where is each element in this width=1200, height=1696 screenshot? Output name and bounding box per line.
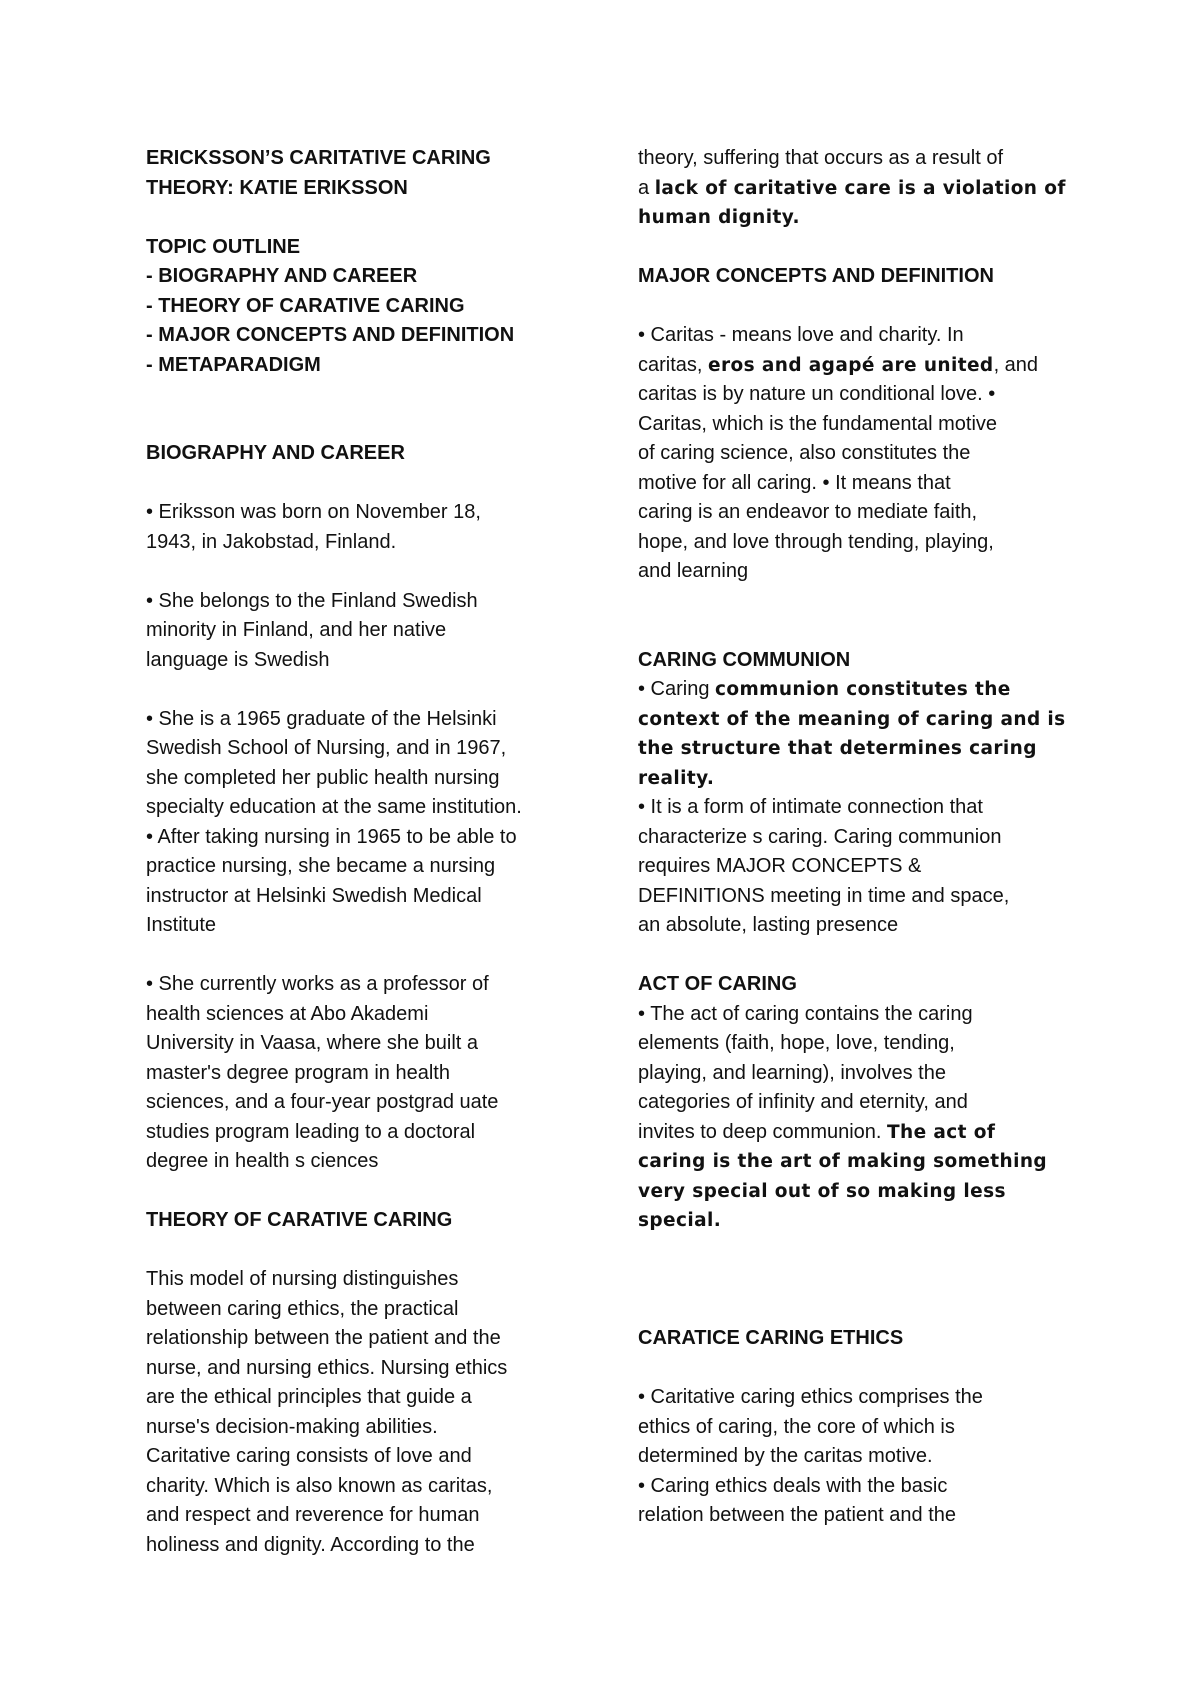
act-of-caring-heading: ACT OF CARING [638,973,797,995]
major-concepts-heading: MAJOR CONCEPTS AND DEFINITION [638,265,994,287]
outline-item: - THEORY OF CARATIVE CARING [146,294,465,317]
theory-heading: THEORY OF CARATIVE CARING [146,1209,453,1231]
caring-communion-heading: CARING COMMUNION [638,648,851,671]
major-concepts-bold-text: eros and agapé are united [708,354,994,376]
continuation-bold-text: lack of caritative care is a violation of [654,177,1066,199]
major-concepts-text-start: • Caritas - means love and charity. In caritas, [638,324,964,376]
biography-paragraph-birth: • Eriksson was born on November 18, 1943, in Jakobstad, Finland. [146,501,481,553]
outline-item: - BIOGRAPHY AND CAREER [146,265,418,287]
act-bold-text: The act of caring is the art of making something very special out of so making less special. [638,1121,1048,1231]
act-of-caring-paragraph [638,1000,1068,1236]
major-concepts-text-end: , and caritas is by nature un conditional love. • Caritas, which is the fundamental motive of caring science, also constitutes the motive for all caring. • It means that caring is an endeavor to mediate faith, hope, and love through tending, playing, and learning [638,353,1039,582]
caring-ethics-heading: CARATICE CARING ETHICS [638,1327,904,1349]
outline-item: - MAJOR CONCEPTS AND DEFINITION [146,324,515,346]
biography-heading: BIOGRAPHY AND CAREER [146,442,405,464]
biography-paragraph-professor: • She currently works as a professor of health sciences at Abo Akademi University in Vaasa, where she built a master's degree program in health sciences, and a four-year postgrad uate studies program leading to a doctoral degree in health s ciences [146,973,499,1172]
major-concepts-paragraph [638,321,1068,587]
right-column [638,144,1068,1531]
act-text-start: • The act of caring contains the caring elements (faith, hope, love, tending, playing, and learning), involves the categories of infinity and eternity, and invites to deep communion. [638,1002,973,1143]
caring-ethics-paragraph: • Caritative caring ethics comprises the ethics of caring, the core of which is determined by the caritas motive. • Caring ethics deals with the basic relation between the patient and the [638,1386,983,1526]
continuation-line-1: theory, suffering that occurs as a result of [638,147,1003,169]
topic-outline-heading: TOPIC OUTLINE [146,235,301,258]
continuation-line-2-plain: a [638,176,655,199]
communion-text-start: • Caring [638,678,716,700]
continuation-bold-text-end: human dignity. [638,207,800,228]
caring-communion-paragraph [638,675,1068,941]
outline-item: - METAPARADIGM [146,353,321,376]
document-title-line-2: THEORY: KATIE ERIKSSON [146,176,408,199]
theory-continuation [638,144,1068,233]
document-title-line-1: ERICKSSON’S CARITATIVE CARING [146,147,491,169]
left-column [146,144,576,1560]
biography-paragraph-minority: • She belongs to the Finland Swedish minority in Finland, and her native language is Swedish [146,589,478,671]
theory-paragraph: This model of nursing distinguishes between caring ethics, the practical relationship between the patient and the nurse, and nursing ethics. Nursing ethics are the ethical principles that guide a nurse's decision-making abilities. Caritative caring consists of love and charity. Which is also known as caritas, and respect and reverence for human holiness and dignity. According to the [146,1268,508,1556]
communion-text-end: • It is a form of intimate connection that characterize s caring. Caring communion requires MAJOR CONCEPTS & DEFINITIONS meeting in time and space, an absolute, lasting presence [638,796,1010,936]
biography-paragraph-education: • She is a 1965 graduate of the Helsinki Swedish School of Nursing, and in 1967, she completed her public health nursing specialty education at the same institution. • After taking nursing in 1965 to be able to practice nursing, she became a nursing instructor at Helsinki Swedish Medical Institute [146,707,522,936]
communion-bold-text: communion constitutes the context of the meaning of caring and is the structure that determines caring reality. [638,679,1066,789]
